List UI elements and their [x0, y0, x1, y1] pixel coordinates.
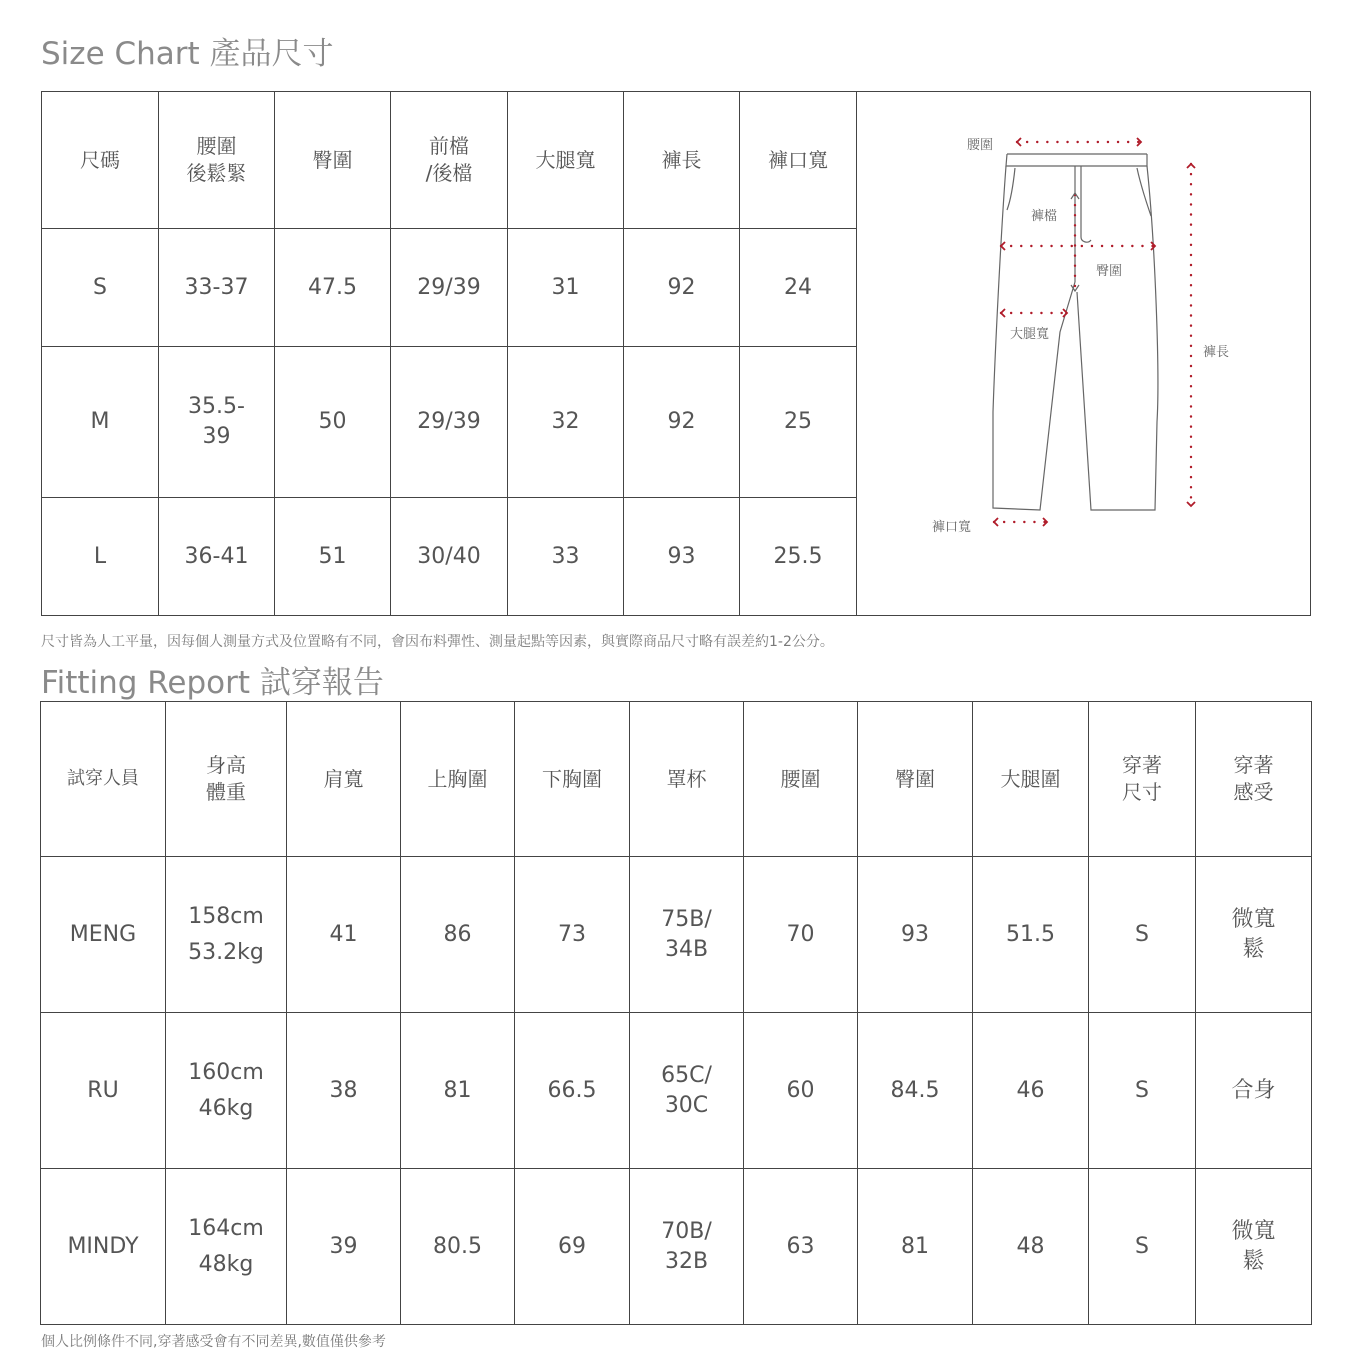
- fit-cell-feel: [1196, 1169, 1312, 1325]
- fit-header-cell-line: 感受: [1233, 780, 1274, 804]
- fit-cell-size: S: [1089, 1169, 1196, 1325]
- fit-header-cell-line: 臀圍: [895, 766, 935, 791]
- pants-illustration: [855, 92, 1311, 617]
- fit-cell-thigh: 51.5: [973, 857, 1089, 1013]
- fit-cell-cup-line: 75B/: [661, 906, 712, 932]
- fit-cell-feel-line: 鬆: [1242, 936, 1265, 962]
- fit-cell-feel-line: 微寬: [1231, 1218, 1276, 1244]
- size-header-cell-line: 臀圍: [312, 147, 353, 172]
- fitting-report-note: 個人比例條件不同,穿著感受會有不同差異,數值僅供參考: [41, 1334, 386, 1350]
- size-header-row: [42, 92, 857, 229]
- diagram-label-waist: 腰圍: [967, 138, 994, 153]
- fit-height: 164cm: [188, 1216, 264, 1242]
- fit-height: 158cm: [188, 904, 264, 930]
- size-header-cell: [275, 92, 391, 229]
- fit-header-cell-line: 罩杯: [666, 766, 707, 791]
- fit-cell-thigh: 48: [973, 1169, 1089, 1325]
- fit-header-cell: [1196, 702, 1312, 857]
- fit-cell-cup-line: 70B/: [661, 1218, 712, 1244]
- fit-cell-cup: [630, 1013, 744, 1169]
- fit-cell-feel-line: 微寬: [1231, 906, 1276, 932]
- fit-cell-thigh: 46: [973, 1013, 1089, 1169]
- size-row: [42, 347, 857, 498]
- size-header-cell-line: 後鬆緊: [186, 161, 247, 185]
- fit-header-cell-line: 穿著: [1122, 753, 1162, 777]
- size-cell-waist-line: 39: [202, 424, 231, 449]
- size-chart-title: Size Chart 產品尺寸: [41, 36, 334, 72]
- fit-cell-name: MENG: [41, 857, 166, 1013]
- fit-header-cell-line: 體重: [206, 780, 246, 804]
- size-cell-length: 93: [624, 498, 740, 616]
- fit-cell-waist: 60: [744, 1013, 858, 1169]
- size-cell-hip: 50: [275, 347, 391, 498]
- fit-row: [41, 1169, 1312, 1325]
- size-header-cell: [42, 92, 159, 229]
- fit-row: [41, 1013, 1312, 1169]
- size-cell-waist-line: 35.5-: [188, 394, 245, 420]
- fit-cell-under-bust: 66.5: [515, 1013, 630, 1169]
- fit-cell-hip: 93: [858, 857, 973, 1013]
- fit-cell-under-bust: 69: [515, 1169, 630, 1325]
- size-cell-hip: 51: [275, 498, 391, 616]
- fit-weight: 48kg: [198, 1251, 254, 1277]
- fit-header-cell-line: 穿著: [1233, 753, 1274, 777]
- fit-cell-height-weight: [166, 1013, 287, 1169]
- size-cell-waist: [159, 347, 275, 498]
- fit-cell-shoulder: 39: [287, 1169, 401, 1325]
- fit-cell-feel-line: 合身: [1231, 1077, 1276, 1103]
- diagram-label-rise: 褲檔: [1031, 209, 1058, 224]
- size-header-cell-line: 褲長: [661, 147, 702, 172]
- diagram-label-length: 褲長: [1203, 345, 1230, 360]
- fit-cell-shoulder: 41: [287, 857, 401, 1013]
- size-cell-waist: [159, 229, 275, 347]
- size-cell-rise: 30/40: [391, 498, 508, 616]
- fit-cell-under-bust: 73: [515, 857, 630, 1013]
- size-header-cell-line: 尺碼: [80, 147, 120, 172]
- size-cell-thigh: 31: [508, 229, 624, 347]
- size-header-cell-line: /後檔: [425, 161, 473, 185]
- fit-header-cell: [1089, 702, 1196, 857]
- fit-header-cell: [166, 702, 287, 857]
- size-cell-waist-line: 36-41: [184, 543, 249, 569]
- fit-header-cell: [858, 702, 973, 857]
- fit-header-cell-line: 下胸圍: [542, 766, 602, 791]
- size-header-cell: [391, 92, 508, 229]
- fit-cell-size: S: [1089, 1013, 1196, 1169]
- fit-header-cell-line: 上胸圍: [427, 766, 488, 791]
- size-cell-size: M: [42, 347, 159, 498]
- fit-cell-height-weight: [166, 857, 287, 1013]
- size-header-cell-line: 大腿寬: [535, 147, 596, 172]
- size-row: [42, 229, 857, 347]
- fit-header-row: [41, 702, 1312, 857]
- fit-cell-waist: 63: [744, 1169, 858, 1325]
- fit-header-cell-line: 尺寸: [1122, 780, 1162, 804]
- fitting-report-title: Fitting Report 試穿報告: [41, 665, 384, 701]
- fit-cell-cup-line: 34B: [664, 936, 709, 962]
- fit-cell-cup-line: 65C/: [661, 1062, 712, 1088]
- fit-cell-cup: [630, 1169, 744, 1325]
- fit-header-cell: [41, 702, 166, 857]
- diagram-label-hip: 臀圍: [1096, 264, 1123, 279]
- fit-cell-size: S: [1089, 857, 1196, 1013]
- diagram-label-hem: 褲口寬: [932, 520, 972, 535]
- fit-cell-feel-line: 鬆: [1242, 1248, 1265, 1274]
- fit-cell-cup: [630, 857, 744, 1013]
- size-chart-note: 尺寸皆為人工平量，因每個人測量方式及位置略有不同，會因布料彈性、測量起點等因素，與實際商品尺寸略有誤差約1-2公分。: [41, 634, 834, 650]
- fitting-report-table: [40, 701, 1312, 1325]
- size-cell-hip: 47.5: [275, 229, 391, 347]
- size-header-cell: [624, 92, 740, 229]
- diagram-label-thigh: 大腿寬: [1010, 327, 1050, 342]
- fit-header-cell: [515, 702, 630, 857]
- size-cell-hem: 24: [740, 229, 857, 347]
- size-header-cell: [740, 92, 857, 229]
- fit-cell-upper-bust: 86: [401, 857, 515, 1013]
- size-cell-size: L: [42, 498, 159, 616]
- fit-cell-name: MINDY: [41, 1169, 166, 1325]
- fit-header-cell-line: 肩寬: [323, 766, 364, 791]
- fit-header-cell-line: 大腿圍: [1000, 766, 1061, 791]
- fit-cell-feel: [1196, 857, 1312, 1013]
- size-header-cell-line: 前檔: [429, 134, 469, 158]
- size-cell-thigh: 32: [508, 347, 624, 498]
- fit-header-cell: [744, 702, 858, 857]
- fit-cell-name: RU: [41, 1013, 166, 1169]
- size-cell-length: 92: [624, 347, 740, 498]
- fit-cell-waist: 70: [744, 857, 858, 1013]
- fit-header-cell: [401, 702, 515, 857]
- size-cell-thigh: 33: [508, 498, 624, 616]
- fit-cell-upper-bust: 81: [401, 1013, 515, 1169]
- size-cell-rise: 29/39: [391, 347, 508, 498]
- size-cell-rise: 29/39: [391, 229, 508, 347]
- fit-header-cell: [973, 702, 1089, 857]
- fit-weight: 46kg: [198, 1095, 254, 1121]
- size-cell-length: 92: [624, 229, 740, 347]
- size-cell-hem: 25: [740, 347, 857, 498]
- size-header-cell: [508, 92, 624, 229]
- size-row: [42, 498, 857, 616]
- fit-header-cell-line: 身高: [206, 753, 246, 777]
- size-cell-hem: 25.5: [740, 498, 857, 616]
- fit-cell-shoulder: 38: [287, 1013, 401, 1169]
- fit-cell-height-weight: [166, 1169, 287, 1325]
- pants-diagram: [855, 91, 1311, 616]
- size-cell-size: S: [42, 229, 159, 347]
- size-cell-waist-line: 33-37: [184, 274, 249, 300]
- fit-header-cell-line: 腰圍: [780, 766, 821, 791]
- fit-cell-cup-line: 30C: [664, 1092, 709, 1118]
- size-header-cell-line: 腰圍: [196, 134, 237, 158]
- fit-row: [41, 857, 1312, 1013]
- size-header-cell: [159, 92, 275, 229]
- size-chart-table: [41, 91, 857, 616]
- fit-header-cell: [287, 702, 401, 857]
- size-cell-waist: [159, 498, 275, 616]
- fit-weight: 53.2kg: [188, 939, 264, 965]
- fit-cell-hip: 84.5: [858, 1013, 973, 1169]
- size-header-cell-line: 褲口寬: [768, 147, 828, 172]
- fit-cell-upper-bust: 80.5: [401, 1169, 515, 1325]
- fit-header-cell: [630, 702, 744, 857]
- fit-cell-hip: 81: [858, 1169, 973, 1325]
- fit-header-cell-line: 試穿人員: [67, 767, 139, 789]
- fit-cell-feel: [1196, 1013, 1312, 1169]
- fit-height: 160cm: [188, 1060, 264, 1086]
- fit-cell-cup-line: 32B: [664, 1248, 709, 1274]
